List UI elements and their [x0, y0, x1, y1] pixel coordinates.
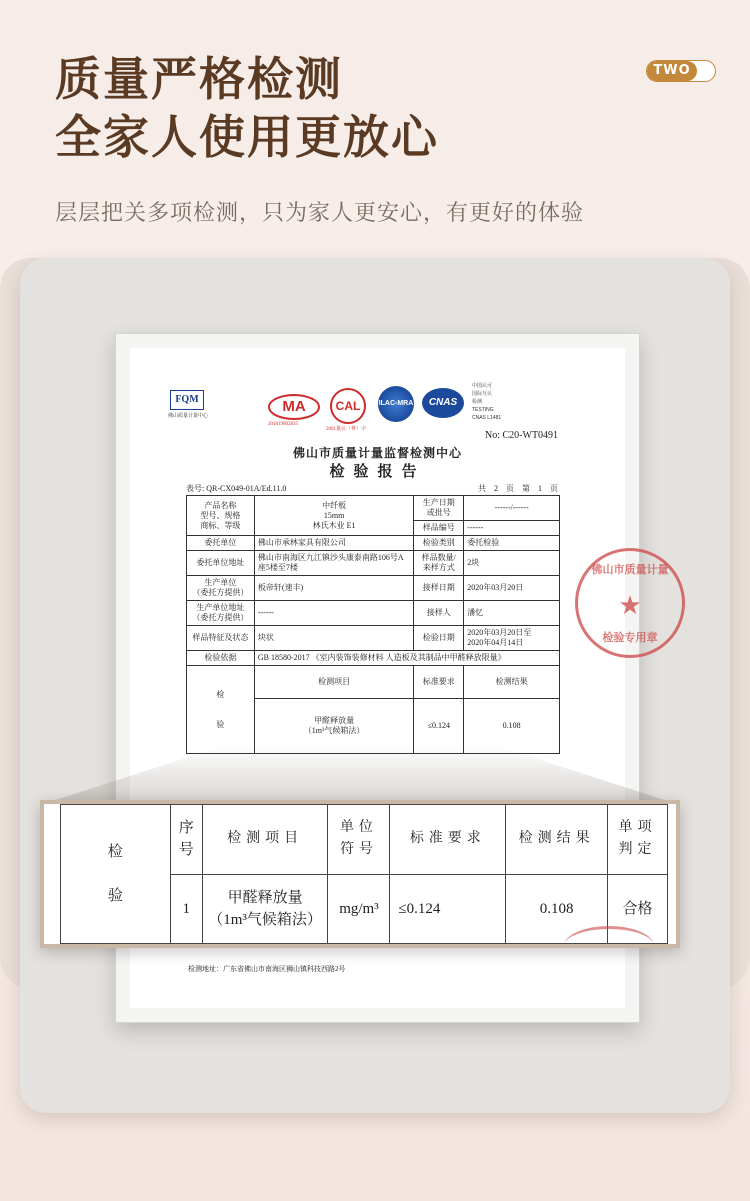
- product-value: 中纤板 15mm 林氏木业 E1: [254, 496, 414, 536]
- official-stamp-icon: 佛山市质量计量 ★ 检验专用章: [575, 548, 685, 658]
- cal-logo-icon: CAL: [330, 388, 366, 424]
- testing-organization: 佛山市质量计量监督检测中心: [292, 446, 462, 460]
- report-number: No: C20-WT0491: [485, 430, 559, 441]
- table-row: [61, 805, 668, 875]
- subtitle: 层层把关多项检测，只为家人更安心，有更好的体验: [55, 201, 585, 226]
- client-address-label: 委托单位地址: [187, 551, 255, 576]
- maker-address-value: ------: [254, 601, 414, 626]
- table-row: [187, 626, 560, 651]
- sample-no-label: 样品编号: [414, 521, 464, 536]
- basis-value: GB 18580-2017 《室内装饰装修材料 人造板及其制品中甲醛释放限量》: [254, 651, 559, 666]
- table-row: [187, 651, 560, 666]
- cma-logo-icon: MA: [268, 394, 320, 420]
- seq-value: 1: [170, 874, 202, 944]
- table-row: [187, 666, 560, 699]
- table-row: [187, 496, 560, 521]
- date-label: 生产日期 或批号: [414, 496, 464, 521]
- client-value: 佛山市承林家具有限公司: [254, 536, 414, 551]
- table-row: [187, 601, 560, 626]
- inspection-side-small: 检 验: [187, 666, 255, 754]
- stamp-edge-icon: [564, 926, 654, 966]
- basis-label: 检验依据: [187, 651, 255, 666]
- testing-address: 检测地址：广东省佛山市南海区狮山镇科技西路2号: [188, 965, 346, 973]
- fqm-logo-icon: FQM: [170, 390, 204, 410]
- client-label: 委托单位: [187, 536, 255, 551]
- receive-date-value: 2020年03月20日: [464, 576, 560, 601]
- headline: [55, 50, 439, 166]
- cal-number: 2001量认（粤）字: [326, 427, 367, 432]
- client-address-value: 佛山市南海区九江镇沙头康泰南路106号A座5楼至7楼: [254, 551, 414, 576]
- feature-label: 样品特征及状态: [187, 626, 255, 651]
- verdict-value: 合格: [608, 874, 668, 944]
- seq-header: 序 号: [170, 805, 202, 875]
- table-row: [187, 551, 560, 576]
- standard-value: ≤0.124: [390, 874, 506, 944]
- page-count: 共 2 页 第 1 页: [478, 484, 561, 493]
- result-header-small: 检测结果: [464, 666, 560, 699]
- standard-value-small: ≤0.124: [414, 699, 464, 754]
- magnified-inspection-table: [40, 800, 680, 948]
- unit-header: 单位 符号: [328, 805, 390, 875]
- date-value: ------/------: [464, 496, 560, 521]
- product-label: 产品名称 型号、规格 商标、等级: [187, 496, 255, 536]
- receive-date-label: 接样日期: [414, 576, 464, 601]
- section-badge: [646, 60, 716, 82]
- table-row: [187, 576, 560, 601]
- test-date-label: 检验日期: [414, 626, 464, 651]
- certification-logos: [170, 380, 570, 430]
- maker-value: 板帝轩(速丰): [254, 576, 414, 601]
- type-label: 检验类别: [414, 536, 464, 551]
- headline-line-1: 质量严格检测: [55, 52, 343, 106]
- form-number: 表号: QR-CX049-01A/Ed.11.0: [186, 484, 287, 493]
- item-value: 甲醛释放量 （1m³气候箱法）: [202, 874, 328, 944]
- report-title: 检验报告: [329, 464, 426, 480]
- maker-label: 生产单位 （委托方提供）: [187, 576, 255, 601]
- inspection-table: [60, 804, 668, 944]
- sample-no-value: ------: [464, 521, 560, 536]
- quantity-label: 样品数量/ 来样方式: [414, 551, 464, 576]
- fqm-logo-subtitle: 佛山质量计量中心: [168, 414, 209, 419]
- inspection-side-label: 检 验: [61, 805, 171, 944]
- standard-header-small: 标准要求: [414, 666, 464, 699]
- cnas-logo-icon: CNAS: [422, 388, 464, 418]
- type-value: 委托检验: [464, 536, 560, 551]
- cnas-side-text: 中国认可 国际互认 检测 TESTING CNAS L1481: [472, 383, 502, 421]
- section-badge-label: TWO: [647, 61, 697, 81]
- cma-number: 201819002835: [268, 422, 298, 427]
- feature-value: 块状: [254, 626, 414, 651]
- item-header-small: 检测项目: [254, 666, 414, 699]
- table-row: [187, 536, 560, 551]
- result-value: 0.108: [506, 874, 608, 944]
- verdict-header: 单项 判定: [608, 805, 668, 875]
- test-date-value: 2020年03月20日至 2020年04月14日: [464, 626, 560, 651]
- report-table: [186, 495, 560, 754]
- receiver-value: 潘忆: [464, 601, 560, 626]
- unit-value: mg/m³: [328, 874, 390, 944]
- item-value-small: 甲醛释放量 （1m³气候箱法）: [254, 699, 414, 754]
- result-header: 检测结果: [506, 805, 608, 875]
- receiver-label: 接样人: [414, 601, 464, 626]
- ilac-mra-logo-icon: ILAC-MRA: [378, 386, 414, 422]
- item-header: 检测项目: [202, 805, 328, 875]
- quantity-value: 2块: [464, 551, 560, 576]
- headline-line-2: 全家人使用更放心: [55, 110, 439, 164]
- maker-address-label: 生产单位地址 （委托方提供）: [187, 601, 255, 626]
- result-value-small: 0.108: [464, 699, 560, 754]
- standard-header: 标准要求: [390, 805, 506, 875]
